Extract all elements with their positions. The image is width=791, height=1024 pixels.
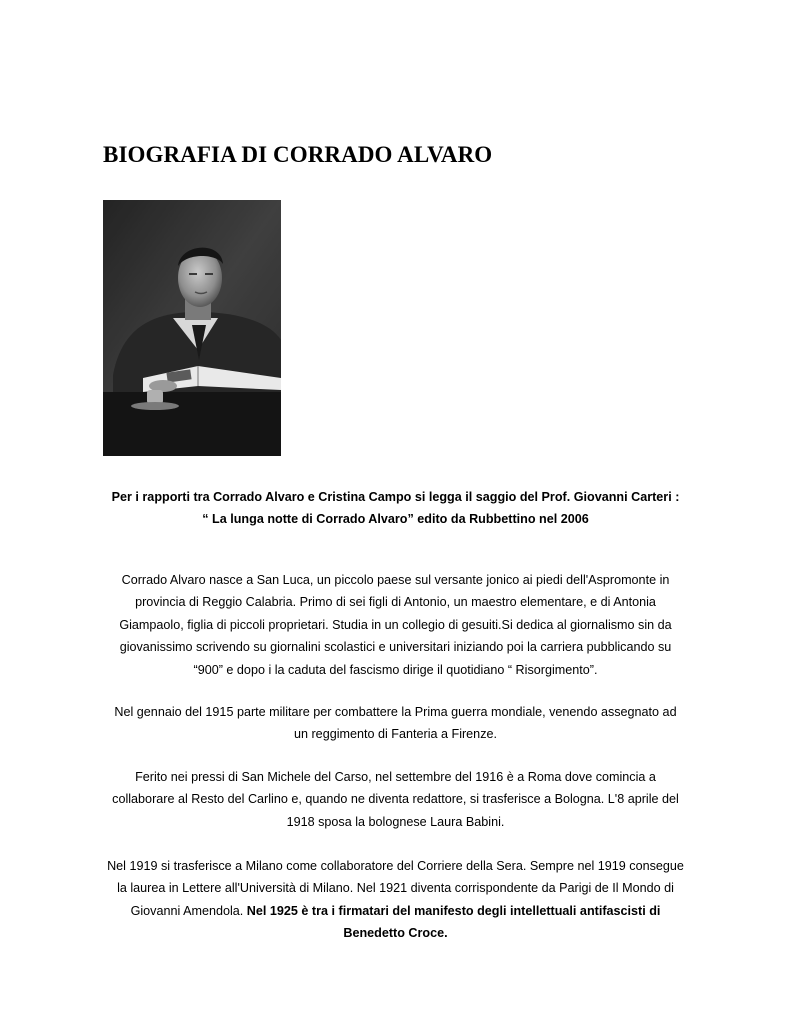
text-line: giovanissimo scrivendo su giornalini scolastici e universitari iniziando poi la carriera pubblicando su — [119, 640, 672, 655]
text-line: provincia di Reggio Calabria. Primo di sei figli di Antonio, un maestro elementare, e di Antonia — [135, 595, 656, 610]
note-line-2: “ La lunga notte di Corrado Alvaro” edito da Rubbettino nel 2006 — [202, 512, 589, 526]
text-line: Corrado Alvaro nasce a San Luca, un piccolo paese sul versante jonico ai piedi dell'Aspromonte in — [121, 573, 670, 587]
reference-note — [80, 486, 711, 530]
document-title: BIOGRAFIA DI CORRADO ALVARO — [103, 142, 493, 167]
text-line: la laurea in Lettere all'Università di Milano. Nel 1921 diventa corrispondente da Parigi de Il Mondo di — [117, 881, 674, 896]
paragraph-birth — [80, 569, 711, 681]
note-line-1: Per i rapporti tra Corrado Alvaro e Cristina Campo si legga il saggio del Prof. Giovanni Carteri : — [111, 490, 680, 504]
text-line: collaborare al Resto del Carlino e, quando ne diventa redattore, si trasferisce a Bologna. L'8 aprile del — [112, 792, 679, 807]
bold-text: Benedetto Croce. — [343, 926, 448, 941]
paragraph-war — [80, 701, 711, 746]
text-line: Nel 1919 si trasferisce a Milano come collaboratore del Corriere della Sera. Sempre nel 1919 consegue — [107, 859, 684, 873]
paragraph-milan — [80, 855, 711, 945]
text-line: Giovanni Amendola. — [130, 903, 244, 918]
text-line: un reggimento di Fanteria a Firenze. — [293, 727, 497, 742]
text-line: Giampaolo, figlia di piccoli proprietari. Studia in un collegio di gesuiti.Si dedica al giornalismo sin da — [119, 617, 672, 632]
text-line-mixed — [80, 900, 711, 922]
text-line: Nel gennaio del 1915 parte militare per combattere la Prima guerra mondiale, venendo assegnato ad — [114, 705, 677, 719]
text-line: Ferito nei pressi di San Michele del Carso, nel settembre del 1916 è a Roma dove comincia a — [135, 770, 656, 784]
bold-text: Nel 1925 è tra i firmatari del manifesto degli intellettuali antifascisti di — [243, 903, 661, 918]
text-line: 1918 sposa la bolognese Laura Babini. — [286, 814, 505, 829]
text-line: “900” e dopo i la caduta del fascismo dirige il quotidiano “ Risorgimento”. — [193, 662, 598, 677]
paragraph-wounded — [80, 766, 711, 833]
portrait-photo — [103, 200, 281, 456]
